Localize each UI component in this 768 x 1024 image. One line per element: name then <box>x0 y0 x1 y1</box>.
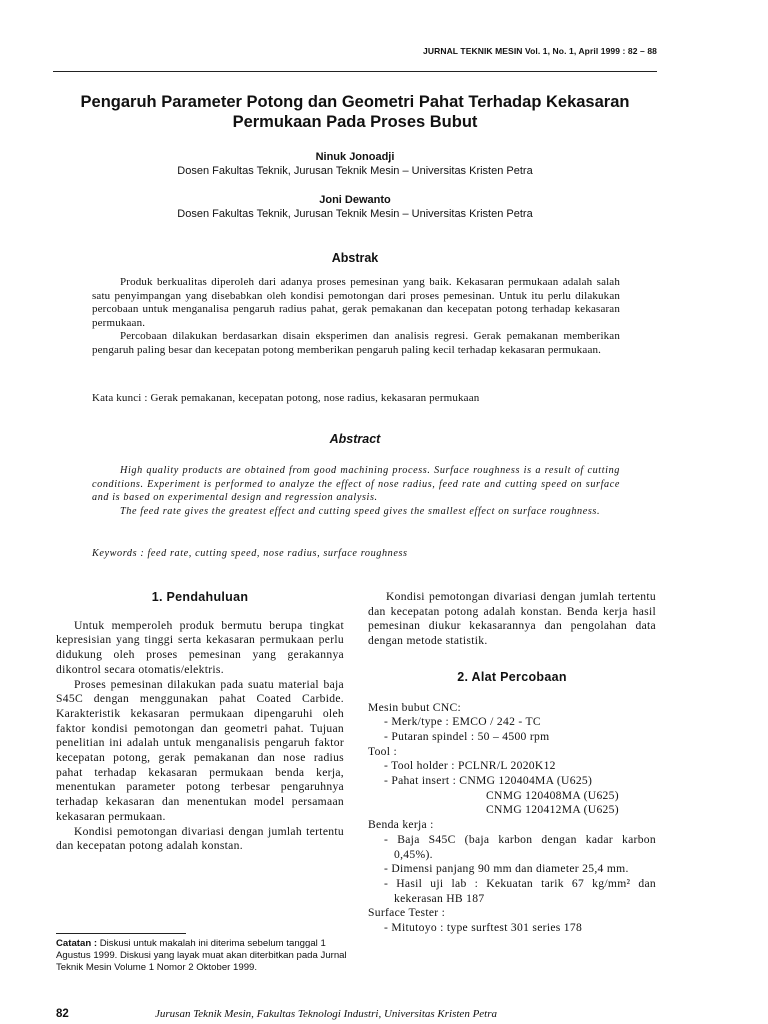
equipment-item: - Mitutoyo : type surftest 301 series 178 <box>384 921 583 935</box>
section-heading-pendahuluan: 1. Pendahuluan <box>151 590 249 604</box>
abstrak-keywords: Kata kunci : Gerak pemakanan, kecepatan potong, nose radius, kekasaran permukaan <box>92 392 480 404</box>
equipment-item: CNMG 120408MA (U625) <box>486 788 619 802</box>
equipment-item: - Hasil uji lab : Kekuatan tarik 67 kg/mm² dan kekerasan HB 187 <box>384 876 656 905</box>
abstract-body <box>92 464 620 518</box>
equipment-item: - Merk/type : EMCO / 242 - TC <box>384 715 541 729</box>
author-affiliation: Dosen Fakultas Teknik, Jurusan Teknik Mesin – Universitas Kristen Petra <box>177 165 533 177</box>
right-column <box>368 590 656 936</box>
footer-text: Jurusan Teknik Mesin, Fakultas Teknologi Industri, Universitas Kristen Petra <box>155 1008 498 1020</box>
equipment-item: - Baja S45C (baja karbon dengan kadar karbon 0,45%). <box>384 832 656 861</box>
abstrak-paragraph: Produk berkualitas diperoleh dari adanya proses pemesinan yang baik. Kekasaran permukaan adalah salah satu penyimpangan yang disebabkan oleh kondisi pemotongan dari proses pemesinan. Untuk itu perlu dilakukan percobaan untuk menganalisa pengaruh radius pahat, gerak pemakanan dan kecepatan potong terhadap kekasaran permukaan. <box>92 276 620 329</box>
abstract-keywords: Keywords : feed rate, cutting speed, nose radius, surface roughness <box>92 548 408 559</box>
author-name: Joni Dewanto <box>319 194 391 206</box>
page-number: 82 <box>56 1008 69 1020</box>
abstract-heading: Abstract <box>329 432 381 446</box>
body-paragraph: Kondisi pemotongan divariasi dengan jumlah tertentu dan kecepatan potong adalah konstan. Benda kerja hasil pemesinan diukur kekasarannya dan pengolahan data dengan metode statistik. <box>368 590 656 648</box>
abstrak-paragraph: Percobaan dilakukan berdasarkan disain eksperimen dan analisis regresi. Gerak pemakanan memberikan pengaruh paling besar dan kecepatan potong memberikan pengaruh paling kecil terhadap kekasaran permukaan. <box>92 330 620 356</box>
equipment-item: CNMG 120412MA (U625) <box>486 803 619 817</box>
body-paragraph: Untuk memperoleh produk bermutu berupa tingkat kepresisian yang tinggi serta kekasaran permukaan perlu didukung oleh proses pemesinan yang gerakannya dikontrol secara otomatis/elektris. <box>56 618 344 676</box>
abstrak-heading: Abstrak <box>331 251 379 265</box>
equipment-label: Benda kerja : <box>368 818 434 832</box>
equipment-label: Tool : <box>368 744 398 758</box>
body-paragraph: Kondisi pemotongan divariasi dengan jumlah tertentu dan kecepatan potong adalah konstan. <box>56 824 344 853</box>
paper-title <box>60 92 650 132</box>
note-rule <box>56 933 186 934</box>
footnote <box>56 938 352 974</box>
abstract-paragraph: The feed rate gives the greatest effect and cutting speed gives the smallest effect on surface roughness. <box>120 505 601 517</box>
header-rule <box>53 71 657 72</box>
footnote-label: Catatan : <box>56 938 98 949</box>
abstract-paragraph: High quality products are obtained from good machining process. Surface roughness is a result of cutting conditions. Experiment is performed to analyze the effect of nose radius, feed rate and cutting speed on surface and is based on experimental design and regression analysis. <box>92 465 620 504</box>
footnote-text: Diskusi untuk makalah ini diterima sebelum tanggal 1 Agustus 1999. Diskusi yang layak muat akan diterbitkan pada Jurnal Teknik Mesin Volume 1 Nomor 2 Oktober 1999. <box>56 938 347 973</box>
body-paragraph: Proses pemesinan dilakukan pada suatu material baja S45C dengan menggunakan pahat Coated Carbide. Karakteristik kekasaran permukaan dipengaruhi oleh faktor kondisi pemotongan dan geometri pahat. Tujuan penelitian ini adalah untuk menganalisis pengaruh faktor kecepatan potong, gerak pemakanan dan nose radius pahat terhadap kekasaran permukaan benda kerja, menentukan parameter potong terbesar pengaruhnya terhadap kekasaran dan menentukan model persamaan kekasaran permukaan. <box>56 677 344 823</box>
equipment-label: Surface Tester : <box>368 906 446 920</box>
author-name: Ninuk Jonoadji <box>315 151 395 163</box>
journal-header: JURNAL TEKNIK MESIN Vol. 1, No. 1, April 1999 : 82 – 88 <box>423 46 657 56</box>
equipment-item: - Pahat insert : CNMG 120404MA (U625) <box>384 774 593 788</box>
title-line-2: Permukaan Pada Proses Bubut <box>232 113 478 131</box>
title-line-1: Pengaruh Parameter Potong dan Geometri Pahat Terhadap Kekasaran <box>80 93 630 111</box>
equipment-label: Mesin bubut CNC: <box>368 700 462 714</box>
section-heading-alat-percobaan: 2. Alat Percobaan <box>457 669 567 684</box>
left-column <box>56 590 344 854</box>
author-affiliation: Dosen Fakultas Teknik, Jurusan Teknik Mesin – Universitas Kristen Petra <box>177 208 533 220</box>
abstrak-body <box>92 276 620 358</box>
equipment-item: - Tool holder : PCLNR/L 2020K12 <box>384 759 556 773</box>
equipment-item: - Dimensi panjang 90 mm dan diameter 25,4 mm. <box>384 862 629 876</box>
equipment-item: - Putaran spindel : 50 – 4500 rpm <box>384 729 550 743</box>
